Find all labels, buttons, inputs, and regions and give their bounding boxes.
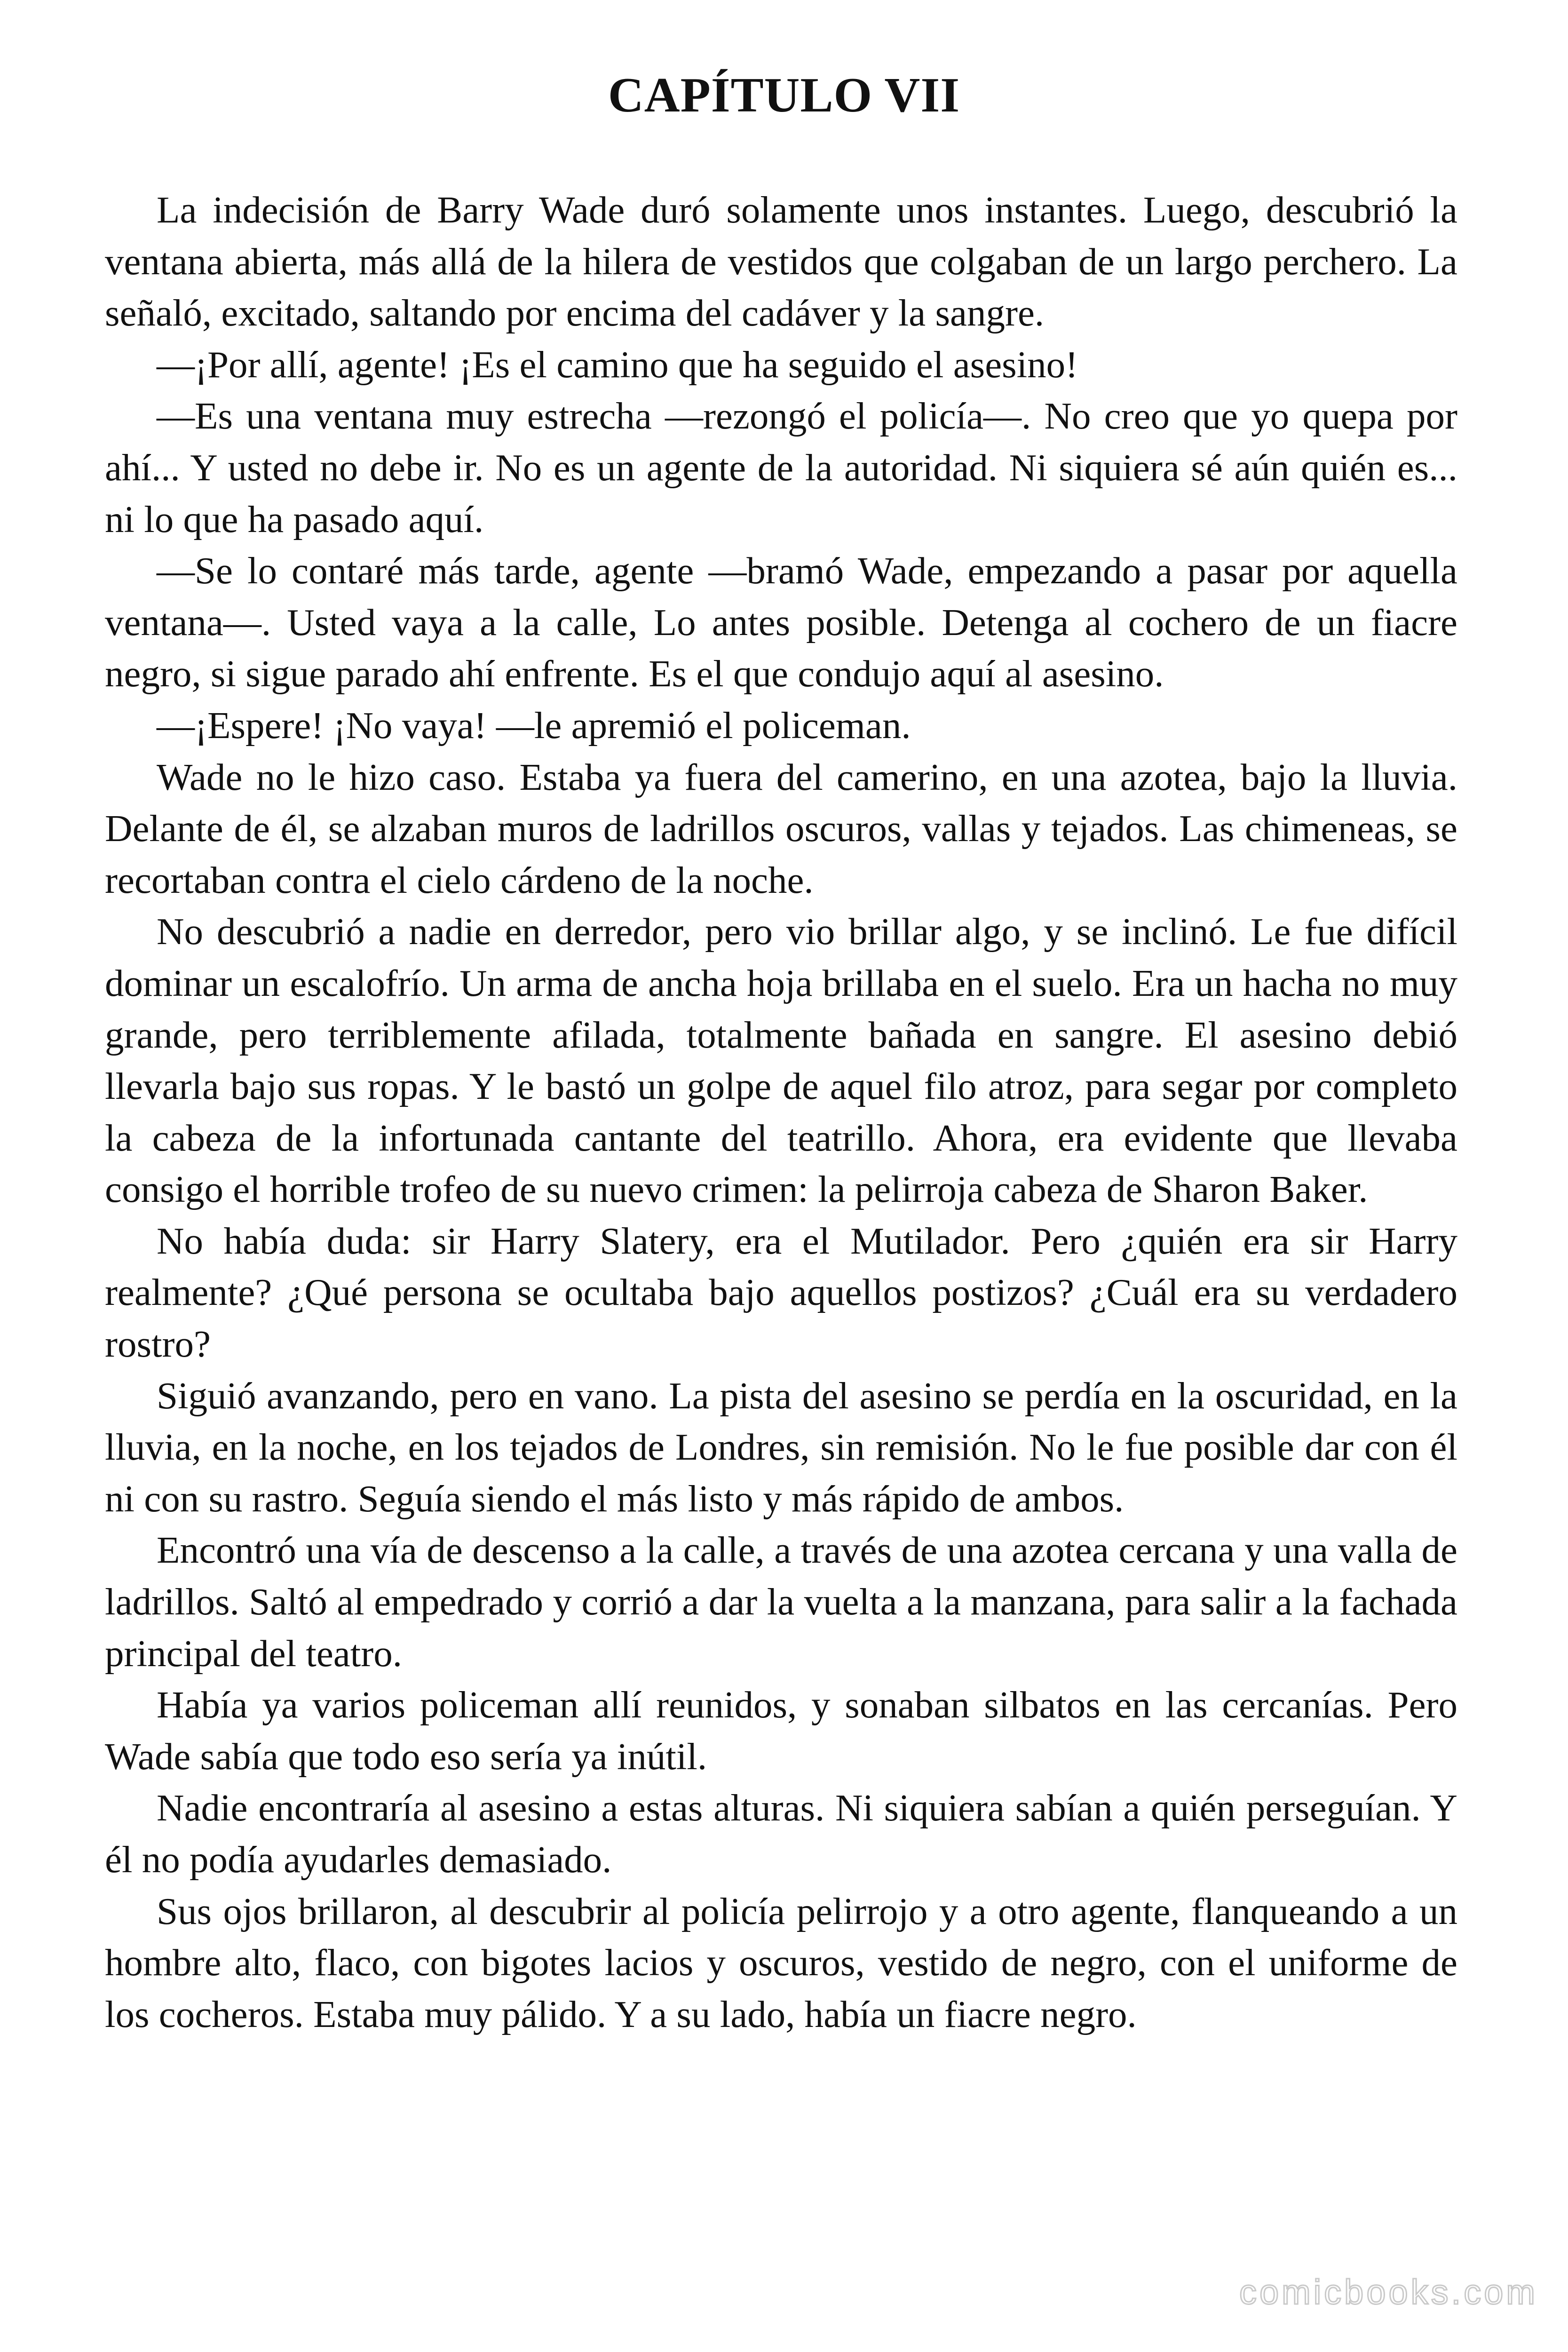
paragraph: Encontró una vía de descenso a la calle, a través de una azotea cercana y una valla de ladrillos. Saltó al empedrado y corrió a dar la vuelta a la manzana, para salir a la fachada principal del teatro. (105, 1529, 1457, 1675)
paragraph: La indecisión de Barry Wade duró solamente unos instantes. Luego, descubrió la ventana abierta, más allá de la hilera de vestidos que colgaban de un largo perchero. La señaló, excitado, saltando por encima del cadáver y la sangre. (105, 189, 1457, 334)
paragraph: No descubrió a nadie en derredor, pero vio brillar algo, y se inclinó. Le fue difícil dominar un escalofrío. Un arma de ancha hoja brillaba en el suelo. Era un hacha no muy grande, pero terriblemente afilada, totalmente bañada en sangre. El asesino debió llevarla bajo sus ropas. Y le bastó un golpe de aquel filo atroz, para segar por completo la cabeza de la infortunada cantante del teatrillo. Ahora, era evidente que llevaba consigo el horrible trofeo de su nuevo crimen: la pelirroja cabeza de Sharon Baker. (105, 910, 1457, 1211)
paragraph: —¡Espere! ¡No vaya! —le apremió el policeman. (157, 704, 911, 747)
chapter-body (105, 184, 1457, 2040)
paragraph: —Es una ventana muy estrecha —rezongó el policía—. No creo que yo quepa por ahí... Y usted no debe ir. No es un agente de la autoridad. Ni siquiera sé aún quién es... ni lo que ha pasado aquí. (105, 395, 1457, 540)
paragraph: Había ya varios policeman allí reunidos, y sonaban silbatos en las cercanías. Pero Wade sabía que todo eso sería ya inútil. (105, 1684, 1457, 1778)
watermark: comicbooks.com (1239, 2273, 1538, 2312)
paragraph: Nadie encontraría al asesino a estas alturas. Ni siquiera sabían a quién perseguían. Y él no podía ayudarles demasiado. (105, 1787, 1457, 1881)
paragraph: —¡Por allí, agente! ¡Es el camino que ha seguido el asesino! (157, 343, 1078, 386)
paragraph: —Se lo contaré más tarde, agente —bramó Wade, empezando a pasar por aquella ventana—. Usted vaya a la calle, Lo antes posible. Detenga al cochero de un fiacre negro, si sigue parado ahí enfrente. Es el que condujo aquí al asesino. (105, 549, 1457, 695)
paragraph: Sus ojos brillaron, al descubrir al policía pelirrojo y a otro agente, flanqueando a un hombre alto, flaco, con bigotes lacios y oscuros, vestido de negro, con el uniforme de los cocheros. Estaba muy pálido. Y a su lado, había un fiacre negro. (105, 1890, 1457, 2035)
paragraph: Wade no le hizo caso. Estaba ya fuera del camerino, en una azotea, bajo la lluvia. Delante de él, se alzaban muros de ladrillos oscuros, vallas y tejados. Las chimeneas, se recortaban contra el cielo cárdeno de la noche. (105, 755, 1457, 901)
paragraph: Siguió avanzando, pero en vano. La pista del asesino se perdía en la oscuridad, en la lluvia, en la noche, en los tejados de Londres, sin remisión. No le fue posible dar con él ni con su rastro. Seguía siendo el más listo y más rápido de ambos. (105, 1374, 1457, 1520)
chapter-title: CAPÍTULO VII (608, 67, 960, 122)
paragraph: No había duda: sir Harry Slatery, era el Mutilador. Pero ¿quién era sir Harry realmente? ¿Qué persona se ocultaba bajo aquellos postizos? ¿Cuál era su verdadero rostro? (105, 1219, 1457, 1366)
